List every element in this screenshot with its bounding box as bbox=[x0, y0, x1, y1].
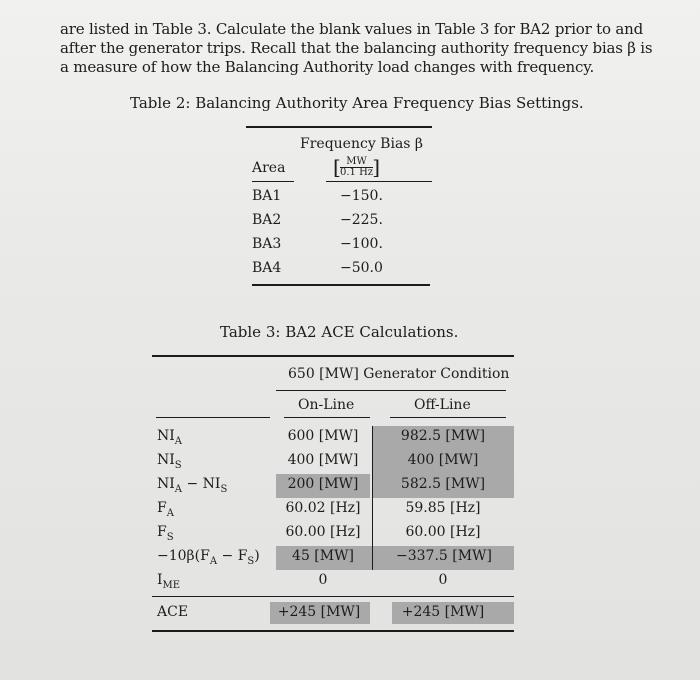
value-offline: 0 bbox=[438, 572, 448, 588]
table2-header-bias: Frequency Bias β bbox=[300, 136, 424, 152]
table2-row bbox=[252, 260, 392, 284]
value-offline: −337.5 [MW] bbox=[396, 548, 492, 564]
row-label-bias-term: $-10\beta(F_A - F_S)$ bbox=[157, 548, 260, 567]
table2-header-area: Area bbox=[252, 160, 286, 176]
table3-col-online: On-Line bbox=[298, 397, 355, 413]
row-area: BA3 bbox=[252, 236, 282, 252]
row-bias: −225. bbox=[340, 212, 383, 228]
row-area: BA4 bbox=[252, 260, 282, 276]
table3-ace-rule bbox=[152, 596, 514, 597]
row-bias: −150. bbox=[340, 188, 383, 204]
value-online: 45 [MW] bbox=[292, 548, 354, 564]
value-offline: 582.5 [MW] bbox=[400, 476, 486, 492]
value-offline: 400 [MW] bbox=[407, 452, 479, 468]
table3-group-header: 650 [MW] Generator Condition bbox=[288, 366, 510, 382]
table3-group-rule bbox=[276, 390, 506, 391]
value-online: 0 bbox=[318, 572, 328, 588]
value-online: 200 [MW] bbox=[287, 476, 359, 492]
table3-bottom-rule bbox=[152, 630, 514, 632]
value-online: 60.02 [Hz] bbox=[285, 500, 361, 516]
unit-denominator: 0.1 Hz bbox=[340, 167, 374, 178]
table3-header-rule bbox=[284, 417, 370, 418]
row-label-ace: ACE bbox=[157, 604, 189, 620]
table2-bottom-rule bbox=[252, 284, 430, 286]
value-offline: 59.85 [Hz] bbox=[405, 500, 481, 516]
paragraph-line: a measure of how the Balancing Authority load changes with frequency. bbox=[60, 58, 595, 76]
cell-border bbox=[372, 426, 373, 570]
table2-row bbox=[252, 188, 392, 212]
table3-header-rule bbox=[390, 417, 506, 418]
table2-header-rule-bias bbox=[326, 181, 432, 182]
unit-numerator: MW bbox=[340, 157, 373, 168]
value-offline: 60.00 [Hz] bbox=[405, 524, 481, 540]
table2-top-rule bbox=[246, 126, 432, 128]
value-online: 600 [MW] bbox=[287, 428, 359, 444]
row-area: BA2 bbox=[252, 212, 282, 228]
row-label-nia: $NI_A$ bbox=[157, 428, 183, 447]
row-label-ime: $I_{ME}$ bbox=[157, 572, 181, 591]
value-online: 400 [MW] bbox=[287, 452, 359, 468]
row-bias: −100. bbox=[340, 236, 383, 252]
row-label-fa: $F_A$ bbox=[157, 500, 174, 519]
ace-offline: +245 [MW] bbox=[401, 604, 485, 620]
table2-caption: Table 2: Balancing Authority Area Frequency Bias Settings. bbox=[130, 94, 584, 112]
table3-header-rule bbox=[156, 417, 270, 418]
table3-top-rule bbox=[152, 355, 514, 357]
table3-col-offline: Off-Line bbox=[414, 397, 471, 413]
row-label-fs: $F_S$ bbox=[157, 524, 174, 543]
paragraph-line: after the generator trips. Recall that the balancing authority frequency bias β is bbox=[60, 39, 653, 57]
table2-row bbox=[252, 236, 392, 260]
value-offline: 982.5 [MW] bbox=[400, 428, 486, 444]
table2-row bbox=[252, 212, 392, 236]
table3-caption: Table 3: BA2 ACE Calculations. bbox=[220, 323, 459, 341]
table2-header-rule-area bbox=[252, 181, 294, 182]
row-label-nia-minus-nis: $NI_A - NI_S$ bbox=[157, 476, 228, 495]
value-online: 60.00 [Hz] bbox=[285, 524, 361, 540]
row-bias: −50.0 bbox=[340, 260, 383, 276]
row-label-nis: $NI_S$ bbox=[157, 452, 182, 471]
problem-paragraph bbox=[60, 20, 660, 77]
row-area: BA1 bbox=[252, 188, 282, 204]
table2-units: [ MW 0.1 Hz ] bbox=[333, 155, 381, 179]
paragraph-line: are listed in Table 3. Calculate the blank values in Table 3 for BA2 prior to and bbox=[60, 20, 643, 38]
ace-online: +245 [MW] bbox=[277, 604, 361, 620]
